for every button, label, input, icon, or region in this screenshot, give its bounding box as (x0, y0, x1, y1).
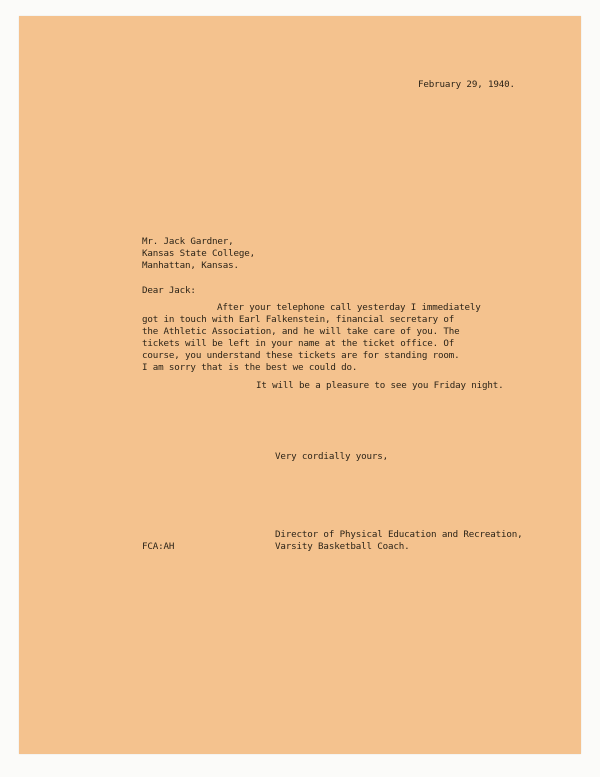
inside-address-city: Manhattan, Kansas. (142, 260, 239, 271)
inside-address-name: Mr. Jack Gardner, (142, 236, 234, 247)
body-line: I am sorry that is the best we could do. (142, 362, 358, 373)
body-line: It will be a pleasure to see you Friday night. (256, 380, 504, 391)
salutation: Dear Jack: (142, 285, 196, 296)
body-line: tickets will be left in your name at the ticket office. Of (142, 338, 455, 349)
body-line: the Athletic Association, and he will take care of you. The (142, 326, 460, 337)
signer-title: Director of Physical Education and Recreation, (275, 529, 523, 540)
complimentary-closing: Very cordially yours, (275, 451, 389, 462)
letter-page (19, 16, 581, 754)
body-line: course, you understand these tickets are for standing room. (142, 350, 460, 361)
inside-address-institution: Kansas State College, (142, 248, 256, 259)
body-line: After your telephone call yesterday I immediately (217, 302, 481, 313)
signer-title: Varsity Basketball Coach. (275, 541, 410, 552)
body-line: got in touch with Earl Falkenstein, financial secretary of (142, 314, 455, 325)
letter-date: February 29, 1940. (418, 79, 515, 90)
reference-initials: FCA:AH (142, 541, 175, 552)
